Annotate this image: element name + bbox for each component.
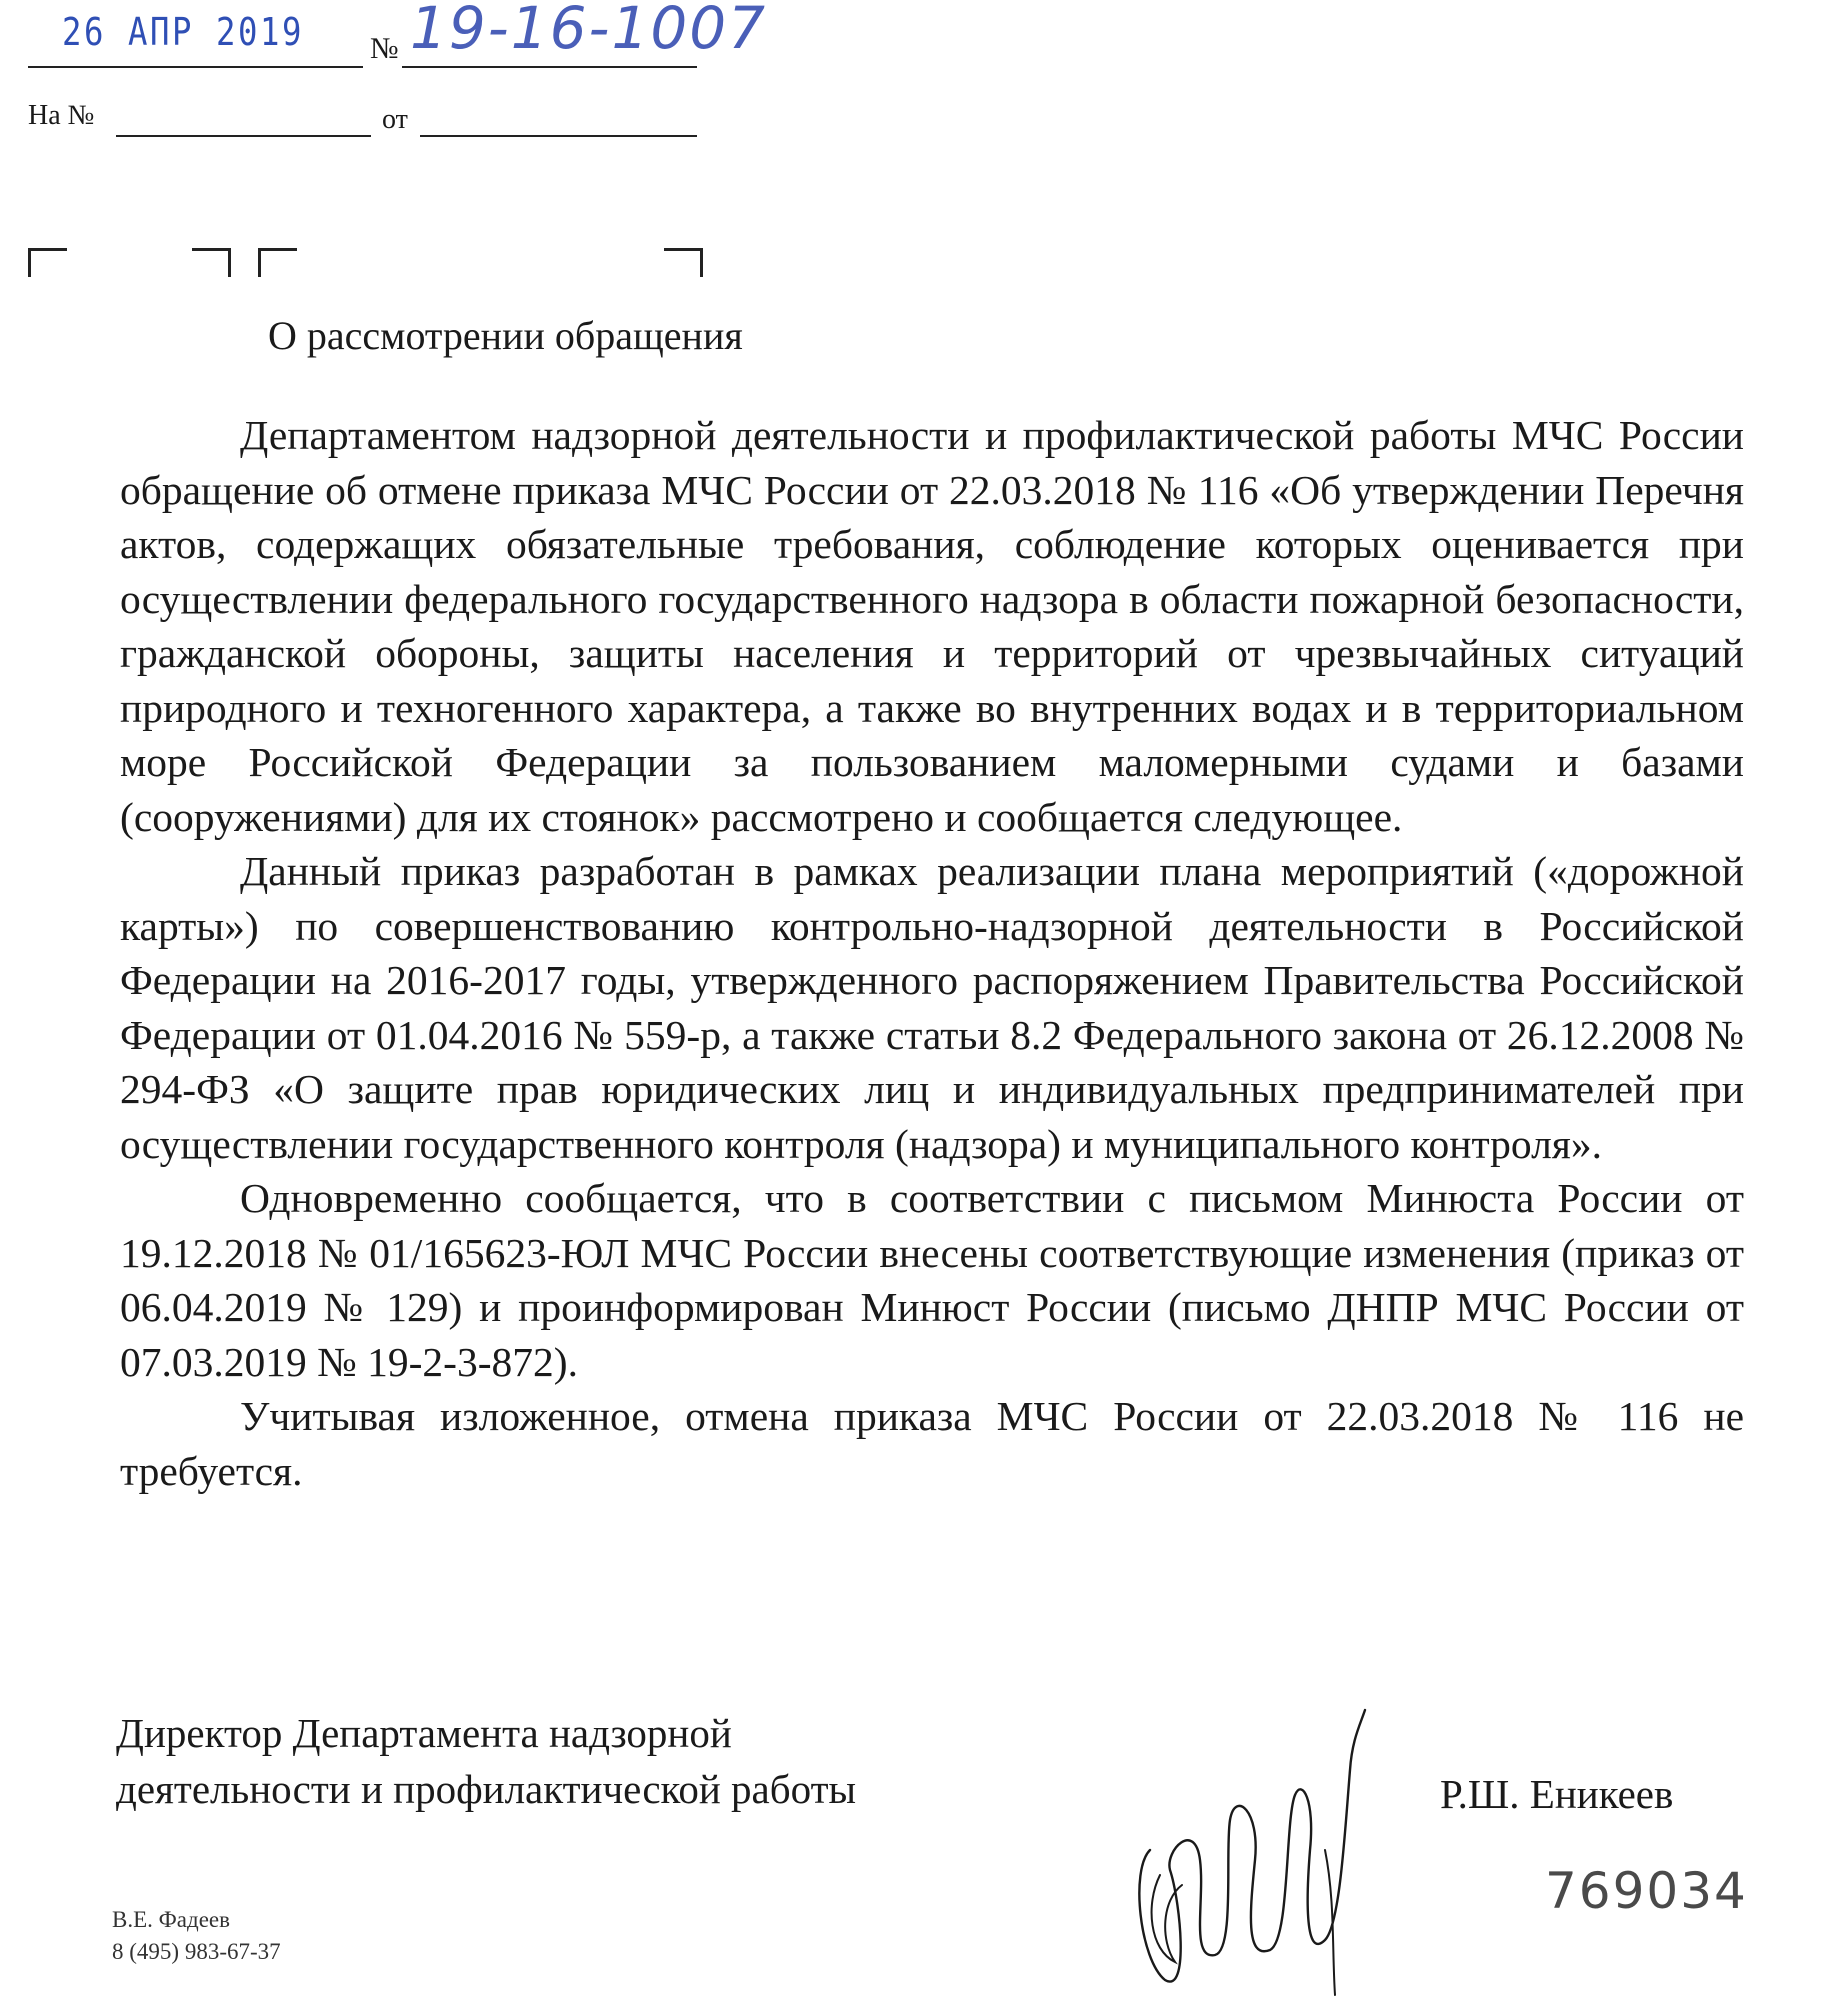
body-paragraph: Данный приказ разработан в рамках реализации плана мероприятий («дорожной карты») по совершенствованию контрольно-надзорной деятельности в Российской Федерации на 2016-2017 годы, утвержденного распоряжением Правительства Российской Федерации от 01.04.2016 № 559-р, а также статьи 8.2 Федерального закона от 26.12.2008 № 294-ФЗ «О защите прав юридических лиц и индивидуальных предпринимателей при осуществлении государственного контроля (надзора) и муниципального контроля».: [120, 848, 1744, 1167]
executor-phone: 8 (495) 983-67-37: [112, 1939, 281, 1964]
reference-number-label: На №: [28, 100, 95, 131]
document-code: 769034: [1545, 1862, 1748, 1920]
date-stamp: 26 АПР 2019: [62, 10, 304, 54]
reference-from-label: от: [382, 104, 408, 135]
letter-subject: О рассмотрении обращения: [268, 313, 743, 358]
letter-body: [120, 408, 1744, 1498]
handwritten-signature: [1120, 1700, 1380, 2000]
executor-name: В.Е. Фадеев: [112, 1907, 230, 1932]
bracket-top-left-1: [28, 248, 67, 277]
registration-number: 19-16-1007: [410, 0, 768, 62]
body-paragraph: Учитывая изложенное, отмена приказа МЧС России от 22.03.2018 № 116 не требуется.: [120, 1393, 1744, 1494]
signer-title: [116, 1705, 856, 1817]
bracket-top-left-2: [258, 248, 297, 277]
body-paragraph: Департаментом надзорной деятельности и профилактической работы МЧС России обращение об отмене приказа МЧС России от 22.03.2018 № 116 «Об утверждении Перечня актов, содержащих обязательные требования, соблюдение которых оценивается при осуществлении федерального государственного надзора в области пожарной безопасности, гражданской обороны, защиты населения и территорий от чрезвычайных ситуаций природного и техногенного характера, а также во внутренних водах и в территориальном море Российской Федерации за пользованием маломерными судами и базами (сооружениями) для их стоянок» рассмотрено и сообщается следующее.: [120, 412, 1744, 840]
date-underline: [28, 66, 363, 68]
number-underline: [402, 66, 697, 68]
executor-info: [112, 1904, 281, 1968]
signer-title-line: деятельности и профилактической работы: [116, 1766, 857, 1812]
bracket-top-right-2: [664, 248, 703, 277]
signer-name: Р.Ш. Еникеев: [1440, 1771, 1674, 1817]
number-sign-label: №: [370, 32, 399, 65]
reference-number-underline: [116, 135, 371, 137]
reference-date-underline: [420, 135, 697, 137]
bracket-top-right-1: [192, 248, 231, 277]
signer-title-line: Директор Департамента надзорной: [116, 1710, 732, 1756]
body-paragraph: Одновременно сообщается, что в соответствии с письмом Минюста России от 19.12.2018 № 01/165623-ЮЛ МЧС России внесены соответствующие изменения (приказ от 06.04.2019 № 129) и проинформирован Минюст России (письмо ДНПР МЧС России от 07.03.2019 № 19-2-3-872).: [120, 1175, 1744, 1385]
